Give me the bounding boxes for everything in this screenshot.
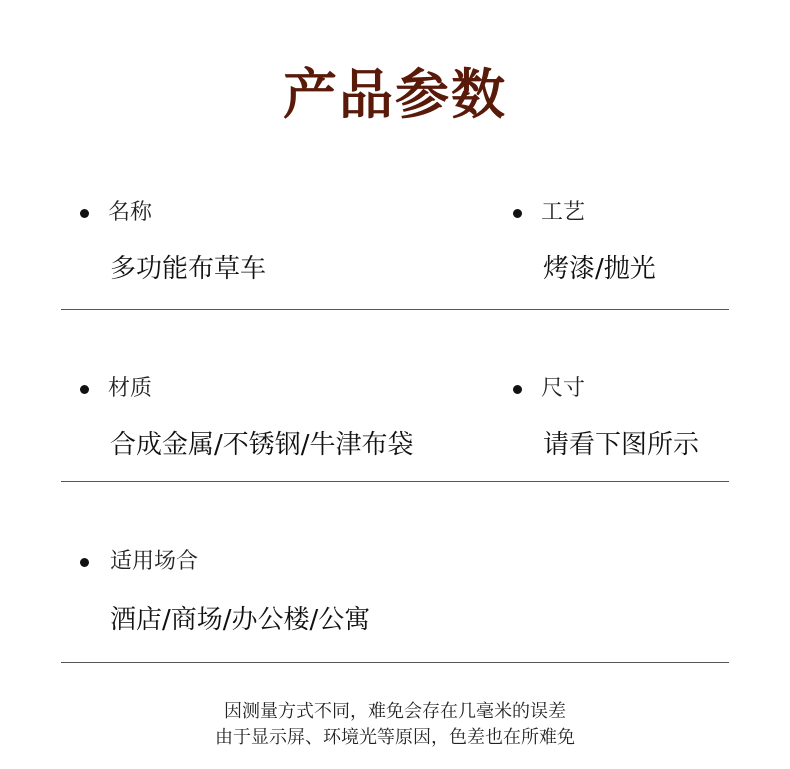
divider [61, 309, 729, 310]
bullet-icon [80, 558, 89, 567]
footnote-line-2: 由于显示屏、环境光等原因，色差也在所难免 [215, 727, 575, 748]
param-label-name: 名称 [108, 200, 153, 225]
param-label-size: 尺寸 [541, 376, 586, 401]
param-label-process: 工艺 [541, 200, 586, 225]
param-value-name: 多功能布草车 [110, 254, 267, 284]
param-value-size: 请看下图所示 [543, 430, 700, 460]
divider [61, 481, 729, 482]
param-label-material: 材质 [108, 376, 153, 401]
param-value-usage: 酒店/商场/办公楼/公寓 [110, 605, 371, 635]
bullet-icon [80, 385, 89, 394]
footnote-line-1: 因测量方式不同，难免会存在几毫米的误差 [224, 701, 566, 722]
page-title: 产品参数 [283, 63, 507, 126]
divider [61, 662, 729, 663]
bullet-icon [513, 209, 522, 218]
param-label-usage: 适用场合 [110, 549, 199, 574]
param-value-process: 烤漆/抛光 [543, 254, 656, 284]
bullet-icon [80, 209, 89, 218]
param-value-material: 合成金属/不锈钢/牛津布袋 [110, 430, 414, 460]
bullet-icon [513, 385, 522, 394]
